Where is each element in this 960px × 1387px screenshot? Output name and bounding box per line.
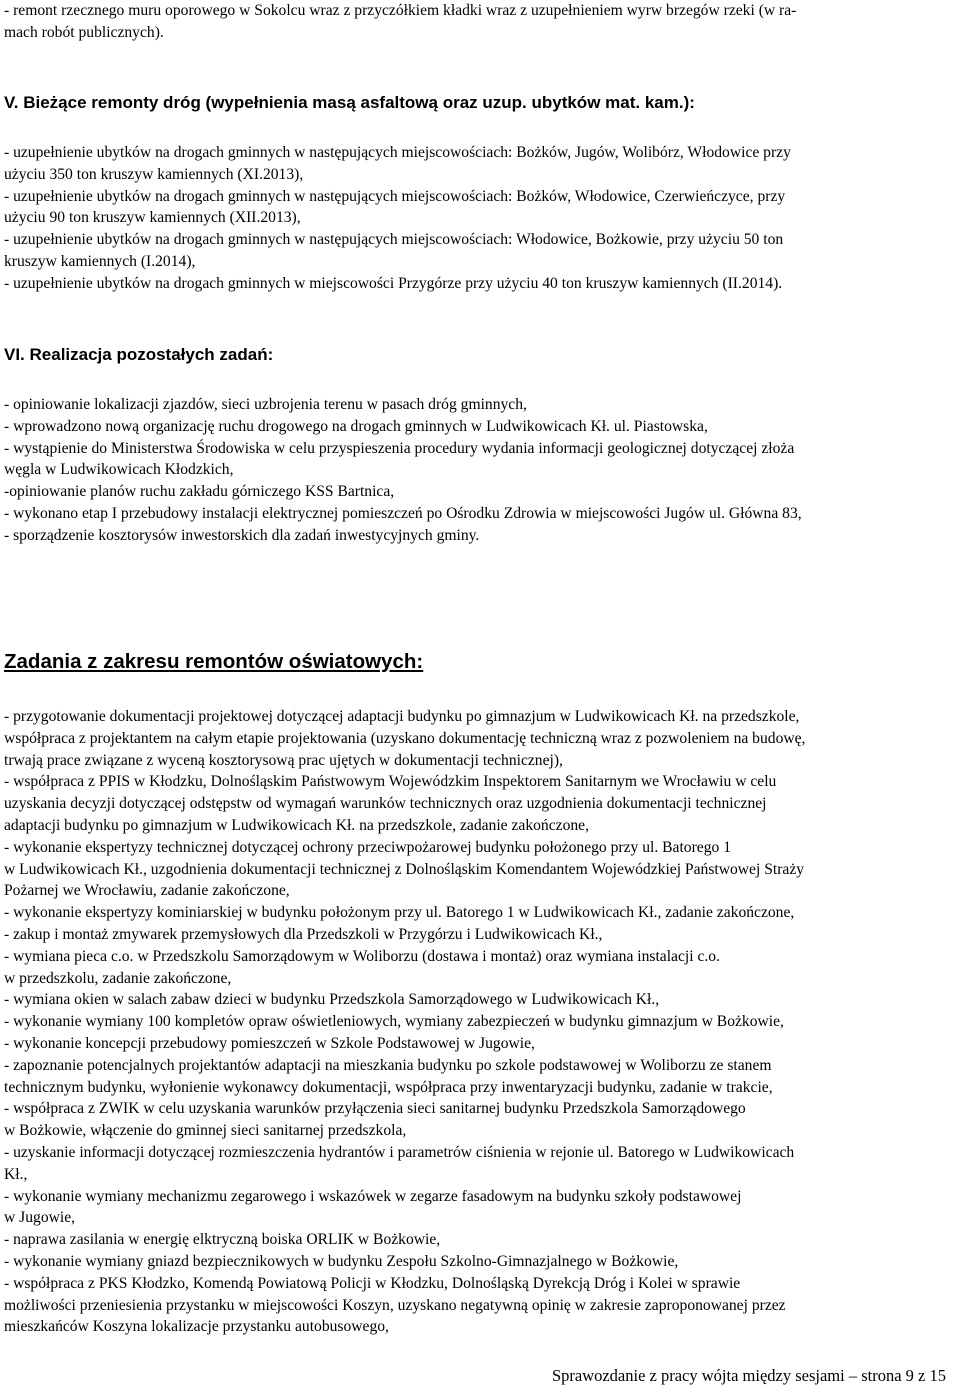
text-line: - wykonanie wymiany gniazd bezpiecznikowych w budynku Zespołu Szkolno-Gimnazjalnego w Bożkowie,: [4, 1252, 679, 1270]
section-vi-heading: VI. Realizacja pozostałych zadań:: [4, 345, 274, 364]
text-line: w Bożkowie, włączenie do gminnej sieci sanitarnej przedszkola,: [4, 1122, 407, 1140]
text-line: mach robót publicznych).: [4, 23, 164, 41]
text-line: - naprawa zasilania w energię elktryczną boiska ORLIK w Bożkowie,: [4, 1231, 441, 1249]
text-line: - uzyskanie informacji dotyczącej rozmieszczenia hydrantów i parametrów ciśnienia w rejonie ul. Batorego w Ludwikowicach: [4, 1143, 795, 1161]
text-line: w przedszkolu, zadanie zakończone,: [4, 969, 232, 987]
text-line: - współpraca z PPIS w Kłodzku, Dolnośląskim Państwowym Wojewódzkim Inspektorem Sanitarnym we Wrocławiu w celu: [4, 773, 777, 791]
text-line: - uzupełnienie ubytków na drogach gminnych w następujących miejscowościach: Włodowice, Bożkowie, przy użyciu 50 ton: [4, 231, 784, 249]
text-line: możliwości przeniesienia przystanku w miejscowości Koszyn, uzyskano negatywną opinię w zakresie zaproponowanej przez: [4, 1296, 786, 1314]
text-line: - uzupełnienie ubytków na drogach gminnych w miejscowości Przygórze przy użyciu 40 ton kruszyw kamiennych (II.2014).: [4, 274, 783, 292]
text-line: - wykonanie wymiany mechanizmu zegarowego i wskazówek w zegarze fasadowym na budynku szkoły podstawowej: [4, 1187, 742, 1205]
text-line: w Ludwikowicach Kł., uzgodnienia dokumentacji technicznej z Dolnośląskim Komendantem Wojewódzkiej Państwowej Straży: [4, 860, 805, 878]
text-line: - uzupełnienie ubytków na drogach gminnych w następujących miejscowościach: Bożków, Jugów, Wolibórz, Włodowice przy: [4, 144, 791, 161]
section-vi-list: [4, 394, 956, 547]
section-v-heading: V. Bieżące remonty dróg (wypełnienia masą asfaltową oraz uzup. ubytków mat. kam.):: [4, 93, 695, 112]
text-line: kruszyw kamiennych (I.2014),: [4, 252, 196, 270]
text-line: - wymiana pieca c.o. w Przedszkolu Samorządowym w Woliborzu (dostawa i montaż) oraz wymiana instalacji c.o.: [4, 947, 720, 965]
text-line: węgla w Ludwikowicach Kłodzkich,: [4, 461, 234, 479]
text-line: trwają prace związane z wyceną kosztorysową prac ujętych w dokumentacji technicznej),: [4, 751, 563, 769]
text-line: - sporządzenie kosztorysów inwestorskich dla zadań inwestycyjnych gminy.: [4, 526, 480, 544]
text-line: adaptacji budynku po gimnazjum w Ludwikowicach Kł. na przedszkole, zadanie zakończone,: [4, 816, 589, 834]
text-line: - przygotowanie dokumentacji projektowej dotyczącej adaptacji budynku po gimnazjum w Ludwikowicach Kł. na przedszkole,: [4, 708, 800, 725]
text-line: - zakup i montaż zmywarek przemysłowych dla Przedszkoli w Przygórzu i Ludwikowicach Kł.,: [4, 925, 603, 943]
text-line: - współpraca z PKS Kłodzko, Komendą Powiatową Policji w Kłodzku, Dolnośląską Dyrekcją Dróg i Kolei w sprawie: [4, 1274, 741, 1292]
text-line: - wykonanie ekspertyzy kominiarskiej w budynku położonym przy ul. Batorego 1 w Ludwikowicach Kł., zadanie zakończone,: [4, 904, 795, 922]
text-line: - wykonanie koncepcji przebudowy pomieszczeń w Szkole Podstawowej w Jugowie,: [4, 1034, 535, 1052]
text-line: - uzupełnienie ubytków na drogach gminnych w następujących miejscowościach: Bożków, Włodowice, Czerwieńczyce, przy: [4, 187, 786, 205]
section-v-list: [4, 142, 956, 295]
text-line: w Jugowie,: [4, 1209, 76, 1227]
text-line: użyciu 350 ton kruszyw kamiennych (XI.2013),: [4, 165, 304, 183]
text-line: Kł.,: [4, 1165, 28, 1183]
text-line: współpraca z projektantem na całym etapie projektowania (uzyskano dokumentację techniczną wraz z pozwoleniem na budowę,: [4, 729, 806, 747]
text-line: - remont rzecznego muru oporowego w Sokolcu wraz z przyczółkiem kładki wraz z uzupełnieniem wyrw brzegów rzeki (w ra-: [4, 2, 797, 19]
text-line: - współpraca z ZWIK w celu uzyskania warunków przyłączenia sieci sanitarnej budynku Przedszkola Samorządowego: [4, 1100, 746, 1118]
text-line: - wymiana okien w salach zabaw dzieci w budynku Przedszkola Samorządowego w Ludwikowicach Kł.,: [4, 991, 660, 1009]
text-line: - opiniowanie lokalizacji zjazdów, sieci uzbrojenia terenu w pasach dróg gminnych,: [4, 396, 527, 413]
page-footer: Sprawozdanie z pracy wójta między sesjami – strona 9 z 15: [551, 1366, 946, 1385]
text-line: mieszkańców Koszyna lokalizacje przystanku autobusowego,: [4, 1318, 389, 1336]
text-line: - wykonanie ekspertyzy technicznej dotyczącej ochrony przeciwpożarowej budynku położonego przy ul. Batorego 1: [4, 838, 732, 856]
education-heading: Zadania z zakresu remontów oświatowych:: [4, 650, 424, 673]
intro-paragraph: [4, 0, 956, 44]
text-line: Pożarnej we Wrocławiu, zadanie zakończone,: [4, 882, 290, 900]
text-line: - wykonano etap I przebudowy instalacji elektrycznej pomieszczeń po Ośrodku Zdrowia w miejscowości Jugów ul. Główna 83,: [4, 504, 802, 522]
text-line: technicznym budynku, wyłonienie wykonawcy dokumentacji, współpraca przy inwentaryzacji budynku, zadanie w trakcie,: [4, 1078, 773, 1096]
education-list: [4, 706, 956, 1338]
text-line: - wprowadzono nową organizację ruchu drogowego na drogach gminnych w Ludwikowicach Kł. ul. Piastowska,: [4, 417, 708, 435]
text-line: uzyskania decyzji dotyczącej odstępstw od wymagań warunków technicznych oraz uzgodnienia dokumentacji technicznej: [4, 795, 767, 813]
text-line: -opiniowanie planów ruchu zakładu górniczego KSS Bartnica,: [4, 483, 395, 501]
text-line: - wykonanie wymiany 100 kompletów opraw oświetleniowych, wymiany zabezpieczeń w budynku gimnazjum w Bożkowie,: [4, 1013, 784, 1031]
text-line: użyciu 90 ton kruszyw kamiennych (XII.2013),: [4, 209, 301, 227]
text-line: - wystąpienie do Ministerstwa Środowiska w celu przyspieszenia procedury wydania informacji geologicznej dotyczącej złoża: [4, 439, 795, 457]
text-line: - zapoznanie potencjalnych projektantów adaptacji na mieszkania budynku po szkole podstawowej w Woliborzu ze stanem: [4, 1056, 772, 1074]
